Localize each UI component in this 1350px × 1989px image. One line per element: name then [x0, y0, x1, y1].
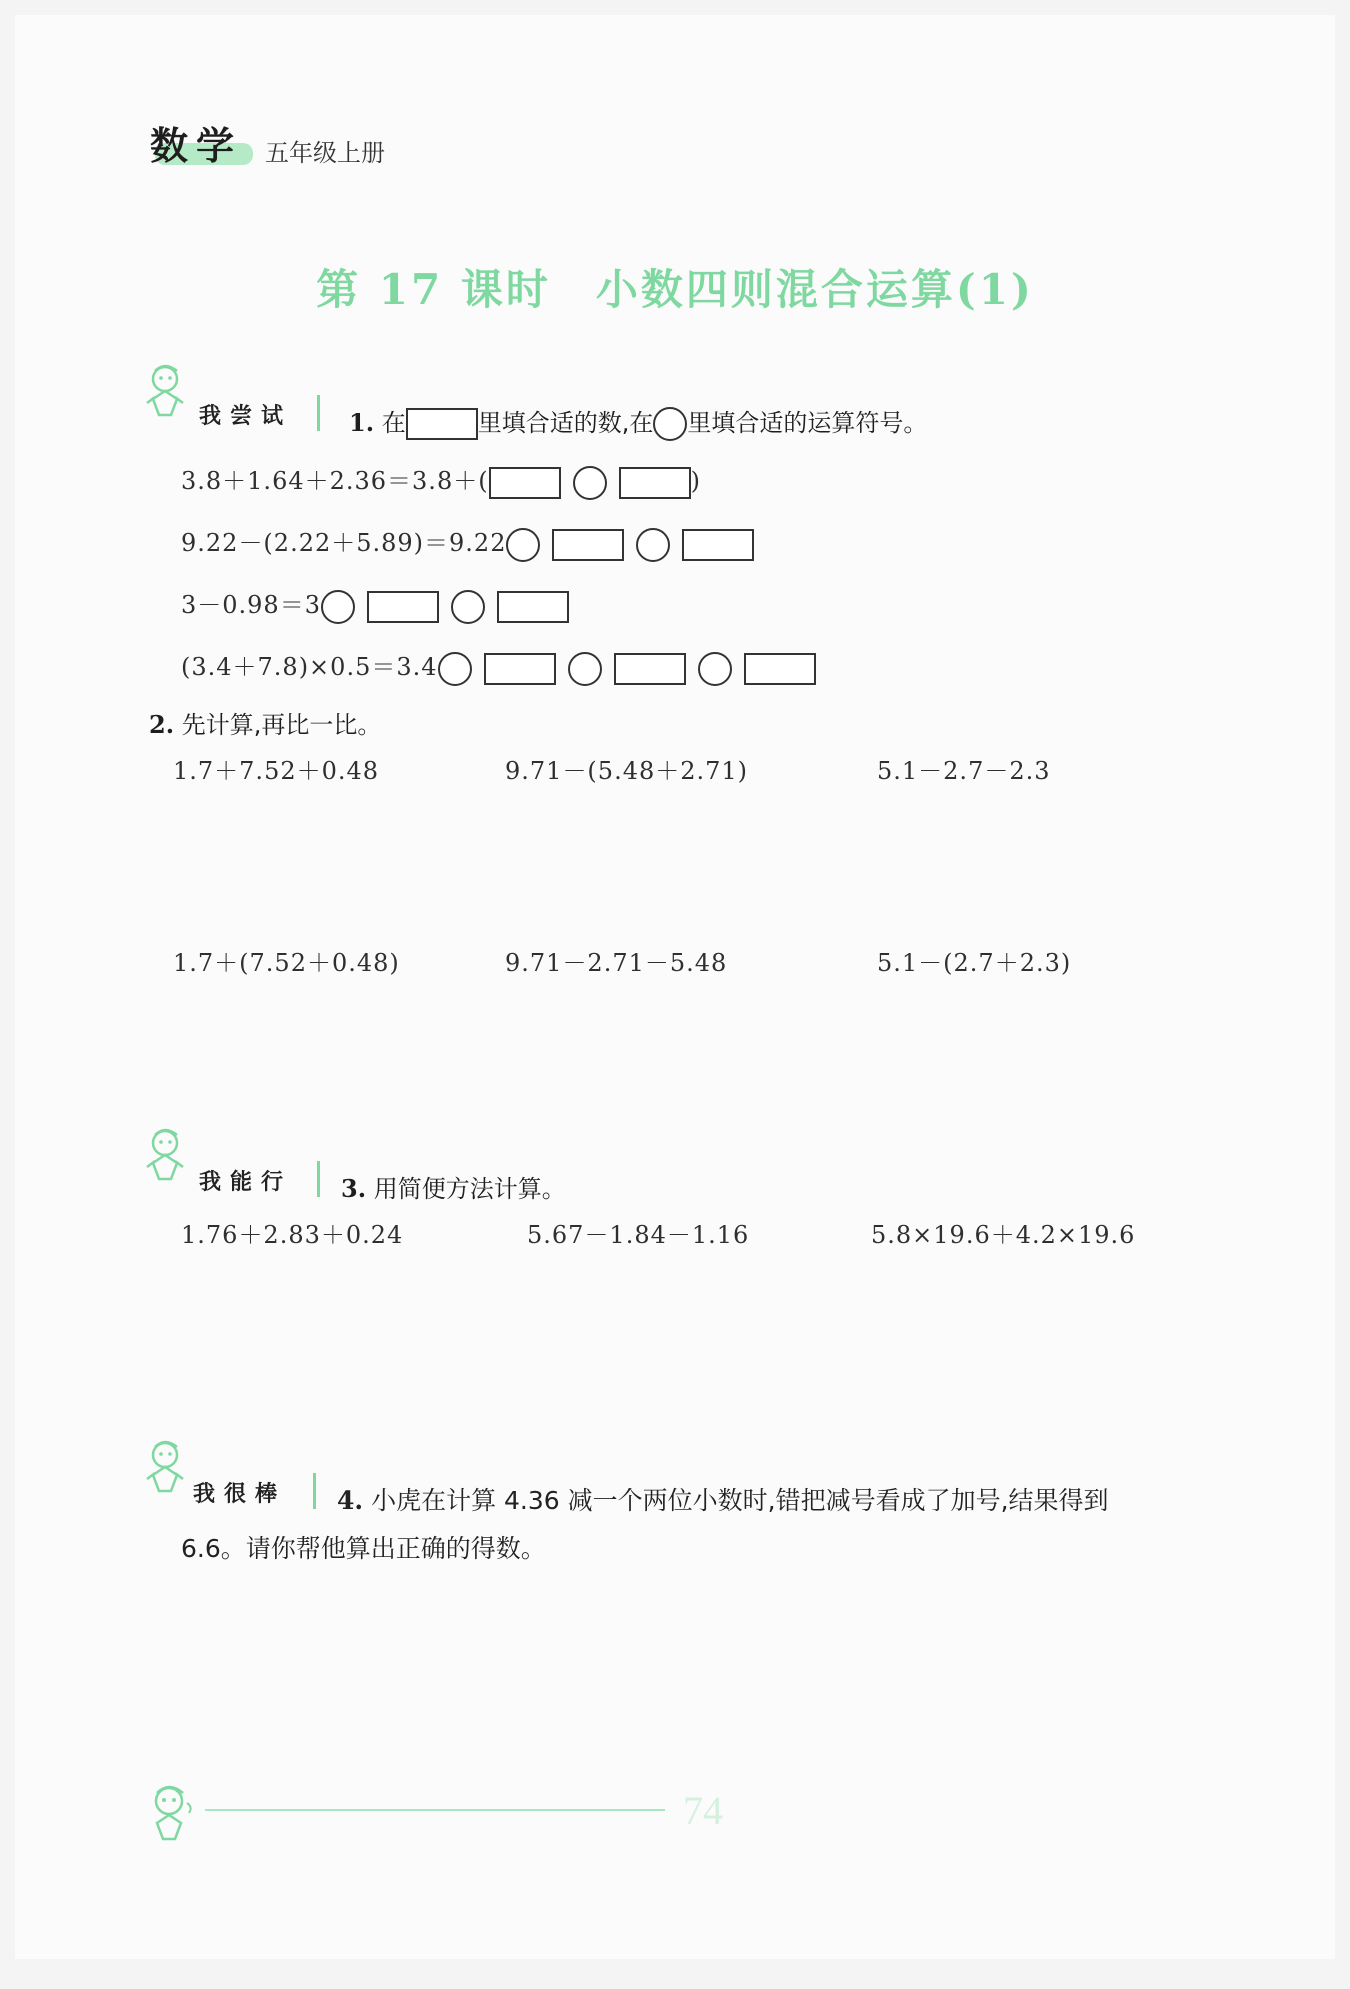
answer-box[interactable] [744, 653, 816, 685]
q2-prompt [149, 705, 381, 740]
q1-prompt-c: 里填合适的运算符号。 [687, 409, 928, 437]
q4-text-1: 小虎在计算 4.36 减一个两位小数时,错把减号看成了加号,结果得到 [371, 1486, 1109, 1515]
answer-box[interactable] [484, 653, 556, 685]
q3-expr: 1.76＋2.83＋0.24 [181, 1221, 404, 1249]
badge-divider [313, 1473, 316, 1509]
q2-expr: 9.71－2.71－5.48 [505, 949, 728, 977]
section-badge-try: 我尝试 [199, 404, 293, 429]
operator-circle[interactable] [636, 528, 670, 562]
q4-line-2: 6.6。请你帮他算出正确的得数。 [181, 1534, 546, 1563]
answer-box[interactable] [497, 591, 569, 623]
q2-expr: 9.71－(5.48＋2.71) [505, 757, 749, 785]
q2-expr: 1.7＋(7.52＋0.48) [173, 949, 400, 977]
cartoon-kid-icon [143, 363, 189, 421]
q3-expr: 5.67－1.84－1.16 [527, 1221, 750, 1249]
operator-circle[interactable] [451, 590, 485, 624]
q2-prompt-text: 先计算,再比一比。 [181, 711, 382, 739]
q1-row-2-expr: 9.22－(2.22＋5.89)＝9.22 [181, 529, 507, 557]
answer-box[interactable] [614, 653, 686, 685]
operator-circle[interactable] [698, 652, 732, 686]
answer-box[interactable] [489, 467, 561, 499]
q1-row-3 [181, 585, 569, 624]
answer-box[interactable] [367, 591, 439, 623]
badge-divider [317, 395, 320, 431]
q2-number: 2. [149, 710, 175, 739]
worksheet-page [15, 15, 1335, 1959]
answer-box[interactable] [552, 529, 624, 561]
q2-expr: 1.7＋7.52＋0.48 [173, 757, 380, 785]
answer-box[interactable] [619, 467, 691, 499]
q3-prompt-text: 用简便方法计算。 [373, 1175, 566, 1203]
q1-number: 1. [349, 408, 375, 437]
q1-row-1 [181, 461, 701, 500]
lesson-title: 第 17 课时 小数四则混合运算(1) [316, 265, 1034, 314]
cartoon-kid-icon [143, 1127, 189, 1185]
q2-expr: 5.1－2.7－2.3 [877, 757, 1051, 785]
section-badge-can: 我能行 [199, 1170, 293, 1195]
q1-row-4 [181, 647, 816, 686]
legend-circle [653, 407, 687, 441]
operator-circle[interactable] [568, 652, 602, 686]
badge-divider [317, 1161, 320, 1197]
q4-line-1 [337, 1481, 1109, 1517]
operator-circle[interactable] [506, 528, 540, 562]
q1-row-2 [181, 523, 754, 562]
grade-label: 五年级上册 [265, 139, 385, 167]
answer-box[interactable] [682, 529, 754, 561]
page-number: 74 [683, 1788, 723, 1833]
q1-prompt-b: 里填合适的数,在 [477, 409, 654, 437]
section-badge-great: 我很棒 [193, 1482, 287, 1507]
q1-row-3-expr: 3－0.98＝3 [181, 591, 321, 619]
footer-mascot-icon [143, 1783, 199, 1845]
q4-number: 4. [337, 1486, 364, 1515]
legend-box [406, 408, 478, 440]
operator-circle[interactable] [321, 590, 355, 624]
q3-number: 3. [341, 1174, 367, 1203]
q3-prompt [341, 1169, 566, 1204]
q1-row-1-close: ) [690, 467, 701, 495]
q1-row-4-expr: (3.4＋7.8)×0.5＝3.4 [181, 653, 438, 681]
q2-expr: 5.1－(2.7＋2.3) [877, 949, 1072, 977]
operator-circle[interactable] [438, 652, 472, 686]
cartoon-kid-icon [143, 1439, 189, 1497]
q1-row-1-expr: 3.8＋1.64＋2.36＝3.8＋( [181, 467, 489, 495]
q1-prompt [349, 403, 927, 441]
q1-prompt-a: 在 [381, 409, 406, 437]
operator-circle[interactable] [573, 466, 607, 500]
subject-label: 数学 [150, 124, 243, 168]
q3-expr: 5.8×19.6＋4.2×19.6 [871, 1221, 1136, 1249]
footer-line [205, 1809, 665, 1811]
